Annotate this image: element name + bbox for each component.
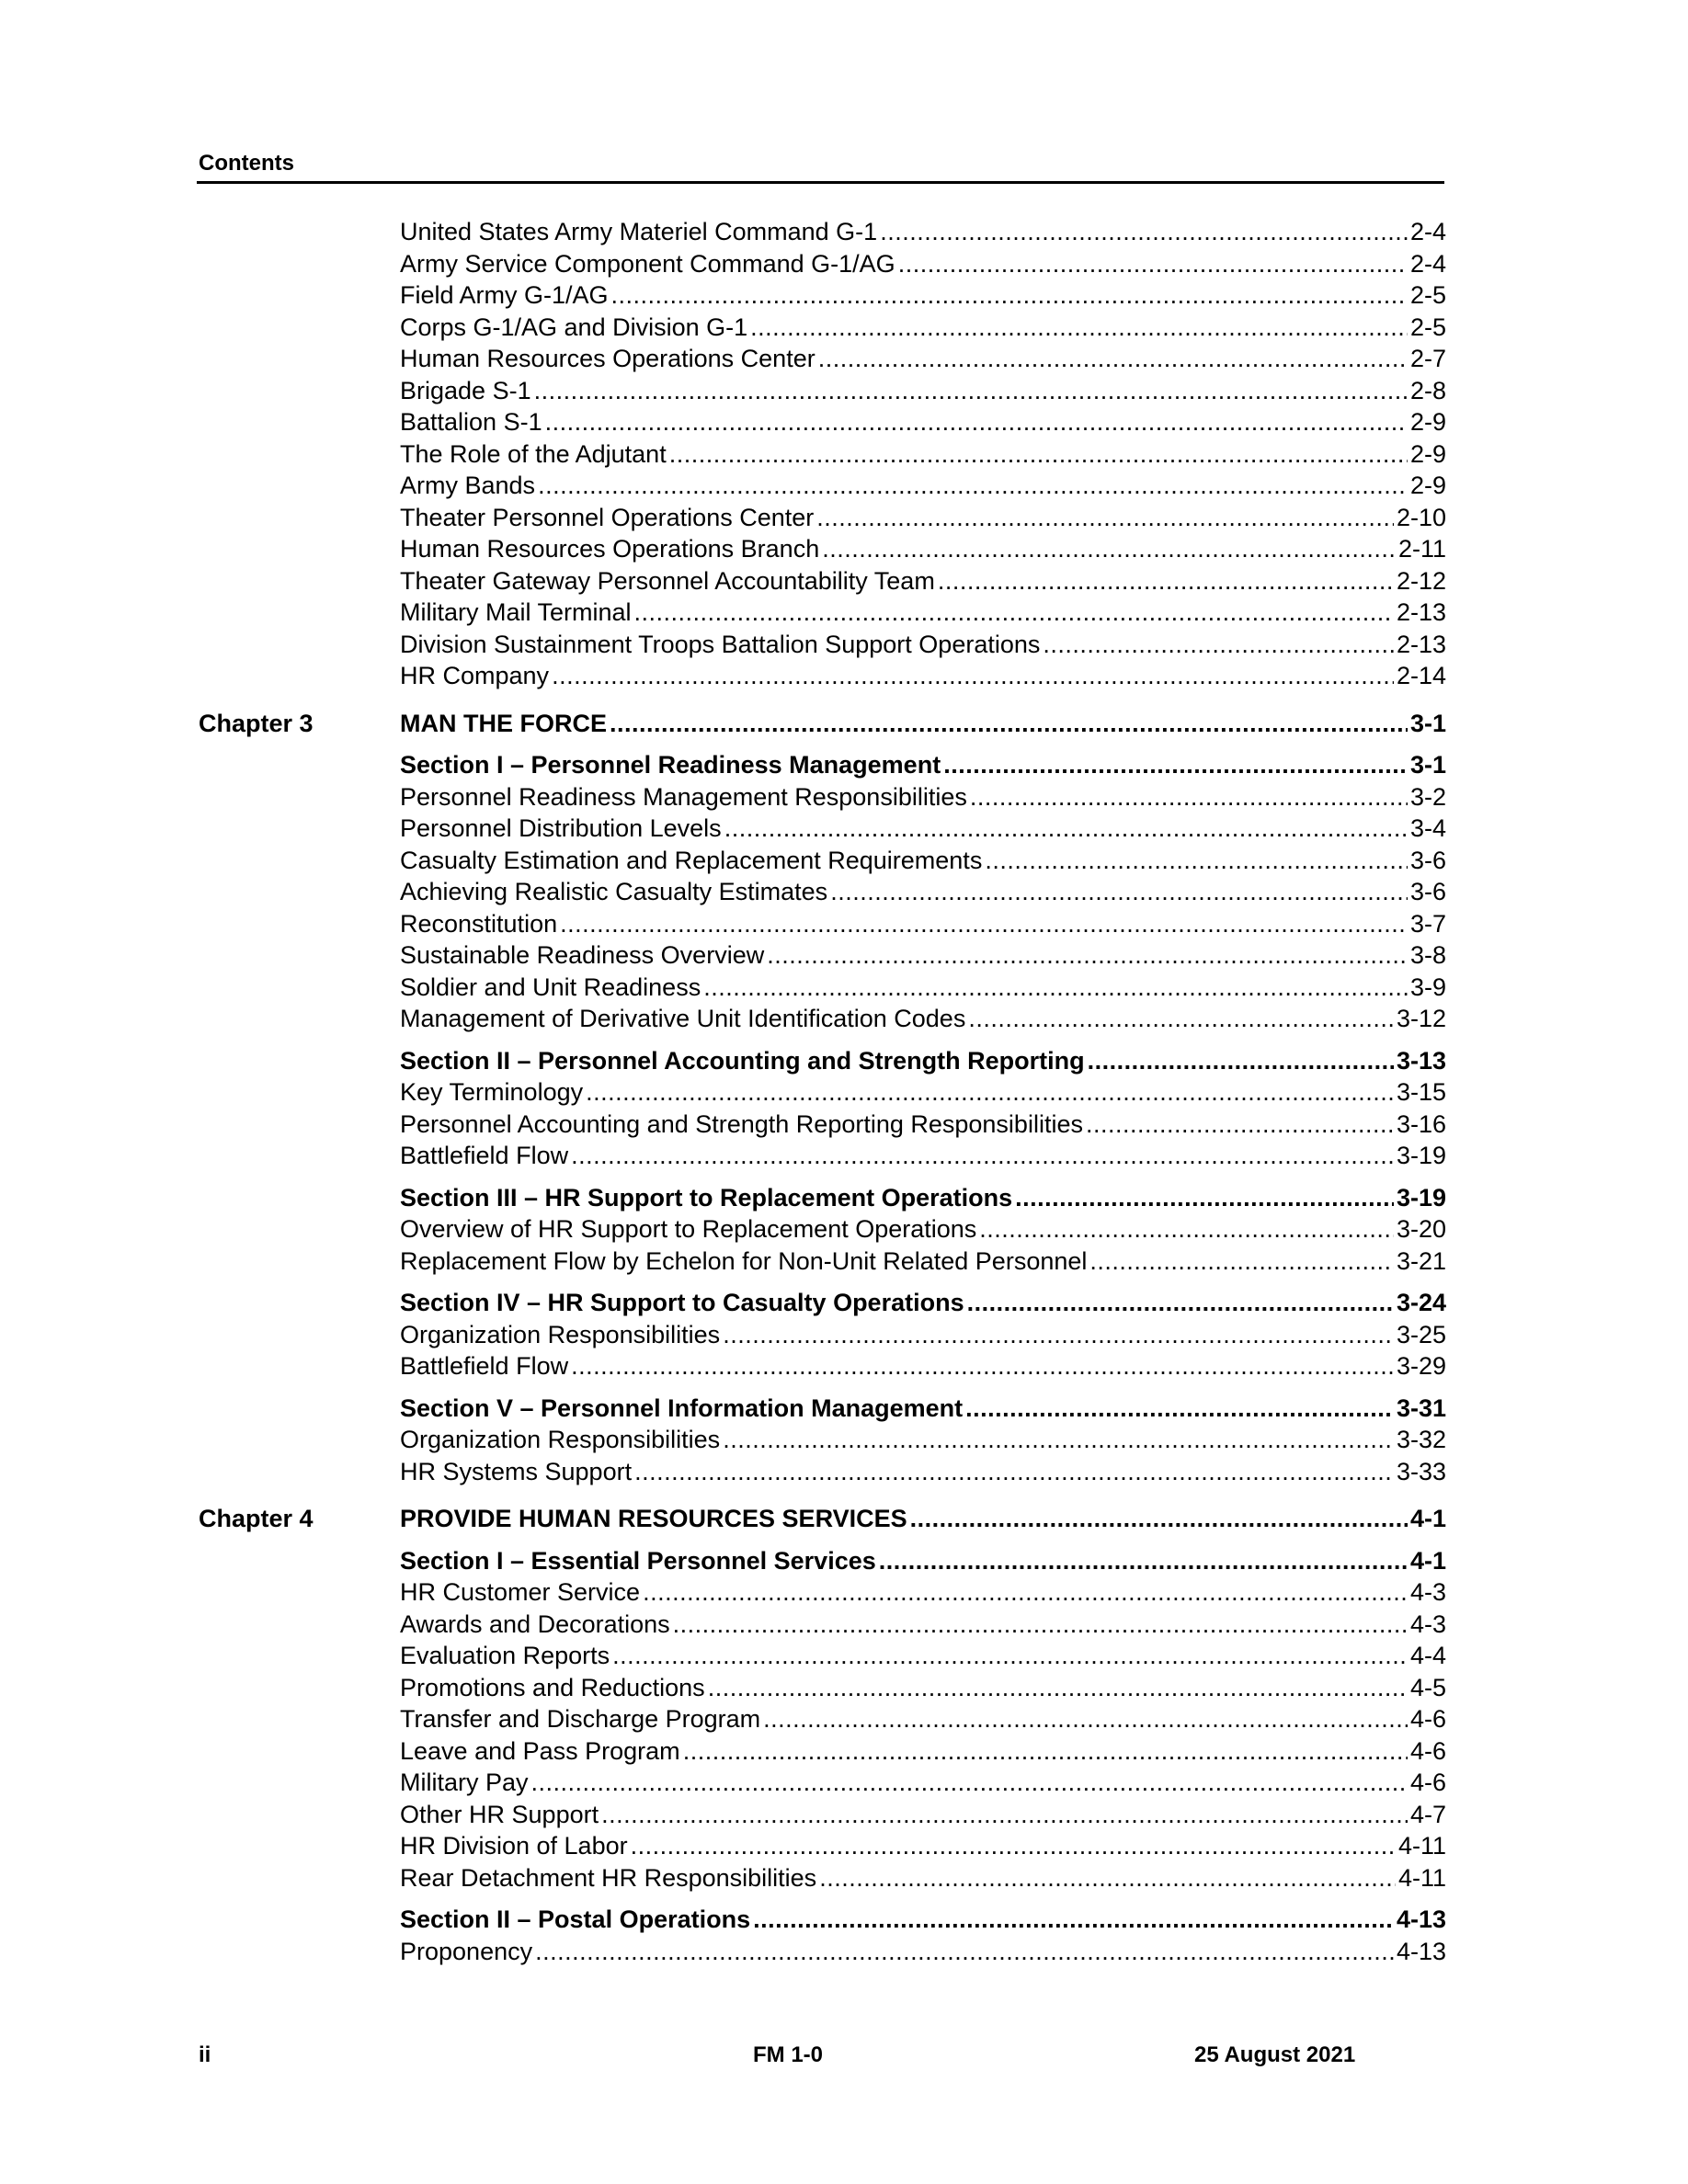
toc-entry-title: Section IV – HR Support to Casualty Operations (400, 1289, 964, 1316)
toc-section-entry[interactable] (400, 1287, 1446, 1319)
toc-entry-page: 3-9 (1409, 973, 1446, 1001)
toc-entry-title: Theater Personnel Operations Center (400, 503, 815, 531)
toc-entry-title: Evaluation Reports (400, 1642, 610, 1669)
toc-entry-page: 4-13 (1396, 1905, 1446, 1933)
toc-entry[interactable] (400, 216, 1446, 248)
toc-entry-title: Section V – Personnel Information Management (400, 1393, 964, 1422)
toc-entry-title: Section II – Postal Operations (400, 1905, 751, 1933)
dot-leader (1088, 1045, 1394, 1077)
toc-entry[interactable] (400, 1703, 1446, 1735)
toc-entry[interactable] (400, 1424, 1446, 1456)
toc-entry[interactable] (400, 629, 1446, 661)
dot-leader (601, 1799, 1408, 1831)
toc-entry-page: 3-33 (1396, 1457, 1446, 1485)
toc-entry-page: 4-11 (1397, 1832, 1446, 1860)
dot-leader (612, 1640, 1408, 1672)
dot-leader (535, 1936, 1394, 1968)
toc-entry[interactable] (400, 1576, 1446, 1609)
toc-entry[interactable] (400, 248, 1446, 280)
toc-entry[interactable] (400, 1350, 1446, 1382)
toc-entry-title: Section III – HR Support to Replacement Operations (400, 1183, 1013, 1211)
toc-entry-title: Promotions and Reductions (400, 1673, 705, 1701)
toc-entry[interactable] (400, 1213, 1446, 1246)
toc-entry[interactable] (400, 1936, 1446, 1968)
page-footer (197, 2042, 1447, 2071)
toc-entry-title: Key Terminology (400, 1078, 584, 1106)
toc-entry-page: 3-13 (1396, 1046, 1446, 1075)
toc-entry-title: Overview of HR Support to Replacement Operations (400, 1215, 977, 1243)
toc-entry-title: Replacement Flow by Echelon for Non-Unit Related Personnel (400, 1246, 1088, 1275)
running-head: Contents (199, 151, 294, 176)
toc-entry-page: 2-13 (1396, 598, 1446, 626)
toc-entry-page: 2-8 (1409, 376, 1446, 404)
toc-entry-title: Corps G-1/AG and Division G-1 (400, 313, 748, 341)
dot-leader (818, 343, 1408, 375)
toc-entry-title: Rear Detachment HR Responsibilities (400, 1863, 817, 1892)
dot-leader (643, 1576, 1408, 1609)
toc-entry-title: HR Customer Service (400, 1578, 641, 1606)
toc-entry-title: Army Bands (400, 472, 536, 499)
toc-entry-page: 2-9 (1409, 472, 1446, 499)
toc-entry-page: 3-8 (1409, 941, 1446, 969)
dot-leader (724, 813, 1408, 845)
toc-entry-page: 4-7 (1409, 1800, 1446, 1828)
toc-entry-page: 3-12 (1396, 1005, 1446, 1032)
toc-entry-title: Organization Responsibilities (400, 1320, 721, 1348)
toc-entry[interactable] (400, 972, 1446, 1004)
toc-entry-title: Personnel Readiness Management Responsibilities (400, 782, 967, 811)
toc-section-entry[interactable] (400, 749, 1446, 781)
dot-leader (816, 502, 1394, 534)
toc-entry[interactable] (400, 1862, 1446, 1894)
dot-leader (1086, 1109, 1394, 1141)
toc-entry[interactable] (400, 1830, 1446, 1862)
toc-entry-title: Human Resources Operations Branch (400, 535, 820, 563)
toc-entry-page: 4-3 (1409, 1610, 1446, 1638)
dot-leader (571, 1140, 1394, 1172)
toc-entry-page: 4-3 (1409, 1578, 1446, 1606)
dot-leader (910, 1503, 1408, 1535)
toc-entry-title: Proponency (400, 1937, 533, 1965)
toc-entry-page: 4-6 (1409, 1705, 1446, 1733)
toc-chapter-group (197, 708, 1447, 1488)
toc-entry[interactable] (400, 470, 1446, 502)
dot-leader (531, 1767, 1408, 1799)
dot-leader (571, 1350, 1394, 1382)
toc-entry-title: Military Pay (400, 1769, 529, 1796)
toc-entry-title: Personnel Distribution Levels (400, 814, 722, 842)
toc-entry-title: Casualty Estimation and Replacement Requirements (400, 846, 983, 874)
toc-entry-page: 3-29 (1396, 1352, 1446, 1380)
toc-entry-title: Battalion S-1 (400, 408, 542, 436)
dot-leader (968, 1003, 1394, 1035)
dot-leader (938, 565, 1394, 597)
toc-entry[interactable] (400, 845, 1446, 877)
toc-entry-page: 2-11 (1397, 535, 1446, 563)
toc-entry-title: Reconstitution (400, 909, 558, 938)
toc-entry[interactable] (400, 1735, 1446, 1768)
dot-leader (560, 908, 1408, 940)
toc-entry-title: Battlefield Flow (400, 1142, 569, 1169)
dot-leader (965, 1393, 1394, 1425)
toc-entry-title: Battlefield Flow (400, 1352, 569, 1380)
dot-leader (723, 1424, 1394, 1456)
toc-chapter-entry[interactable] (400, 1503, 1446, 1535)
toc-entry[interactable] (400, 1319, 1446, 1351)
toc-entry-page: 4-5 (1409, 1673, 1446, 1701)
dot-leader (545, 406, 1408, 438)
dot-leader (880, 216, 1408, 248)
toc-continuation-group (197, 216, 1447, 692)
dot-leader (822, 533, 1396, 565)
dot-leader (753, 1904, 1394, 1936)
toc-entry-title: Section II – Personnel Accounting and Strength Reporting (400, 1046, 1085, 1075)
toc-entry-title: Leave and Pass Program (400, 1736, 680, 1765)
toc-entry[interactable] (400, 597, 1446, 629)
toc-entry-page: 3-19 (1396, 1183, 1446, 1211)
toc-entry[interactable] (400, 781, 1446, 813)
toc-entry[interactable] (400, 908, 1446, 940)
toc-entry-title: Division Sustainment Troops Battalion Support Operations (400, 630, 1041, 658)
toc-entry[interactable] (400, 939, 1446, 972)
toc-section-entry[interactable] (400, 1393, 1446, 1425)
dot-leader (985, 845, 1408, 877)
publication-number: FM 1-0 (753, 2042, 824, 2067)
publication-date: 25 August 2021 (1194, 2042, 1356, 2067)
toc-entry[interactable] (400, 312, 1446, 344)
toc-entry-page: 2-14 (1396, 662, 1446, 689)
toc-entry-title: Section I – Personnel Readiness Management (400, 751, 941, 779)
dot-leader (830, 876, 1408, 908)
toc-entry-page: 3-15 (1396, 1078, 1446, 1106)
dot-leader (534, 375, 1408, 407)
dot-leader (611, 279, 1408, 312)
toc-entry[interactable] (400, 660, 1446, 692)
toc-entry[interactable] (400, 1767, 1446, 1799)
toc-section-entry[interactable] (400, 1182, 1446, 1214)
toc-entry-title: United States Army Materiel Command G-1 (400, 218, 878, 245)
toc-entry[interactable] (400, 1140, 1446, 1172)
toc-entry-title: Personnel Accounting and Strength Reporting Responsibilities (400, 1109, 1083, 1138)
toc-entry[interactable] (400, 375, 1446, 407)
dot-leader (970, 781, 1408, 813)
toc-entry-page: 4-6 (1409, 1736, 1446, 1765)
toc-entry-page: 3-25 (1396, 1320, 1446, 1348)
toc-entries (400, 1503, 1446, 1967)
toc-entry[interactable] (400, 279, 1446, 312)
chapter-label: Chapter 4 (199, 1505, 314, 1532)
toc-entry-title: HR Company (400, 662, 550, 689)
toc-entry-title: Army Service Component Command G-1/AG (400, 249, 895, 278)
toc-entry-page: 3-2 (1409, 782, 1446, 811)
dot-leader (538, 470, 1408, 502)
dot-leader (819, 1862, 1396, 1894)
toc-entry-title: Section I – Essential Personnel Services (400, 1546, 876, 1575)
toc-entry[interactable] (400, 1456, 1446, 1488)
toc-entry-title: Organization Responsibilities (400, 1426, 721, 1453)
toc-entry[interactable] (400, 1672, 1446, 1704)
toc-entry-page: 4-13 (1396, 1937, 1446, 1965)
dot-leader (979, 1213, 1394, 1246)
toc-entry-page: 3-19 (1396, 1142, 1446, 1169)
toc-entry-page: 2-10 (1396, 503, 1446, 531)
toc-entry-page: 4-1 (1409, 1546, 1446, 1575)
toc-entry[interactable] (400, 1076, 1446, 1109)
toc-entry-page: 3-20 (1396, 1215, 1446, 1243)
page-header (197, 150, 1444, 184)
toc-entry[interactable] (400, 533, 1446, 565)
toc-entry[interactable] (400, 1799, 1446, 1831)
toc-entries (400, 708, 1446, 1488)
dot-leader (634, 597, 1394, 629)
table-of-contents (197, 216, 1447, 1967)
page-number: ii (199, 2042, 211, 2067)
toc-entry-page: 3-31 (1396, 1393, 1446, 1422)
toc-section-entry[interactable] (400, 1045, 1446, 1077)
dot-leader (879, 1545, 1408, 1577)
dot-leader (683, 1735, 1408, 1768)
toc-entry-page: 4-4 (1409, 1642, 1446, 1669)
dot-leader (943, 749, 1408, 781)
toc-entry-title: Soldier and Unit Readiness (400, 973, 701, 1001)
toc-entry-title: Military Mail Terminal (400, 598, 632, 626)
dot-leader (898, 248, 1408, 280)
toc-entry-title: PROVIDE HUMAN RESOURCES SERVICES (400, 1505, 907, 1532)
dot-leader (552, 660, 1394, 692)
toc-entry-page: 3-21 (1396, 1246, 1446, 1275)
toc-entry[interactable] (400, 876, 1446, 908)
toc-entry[interactable] (400, 1109, 1446, 1141)
chapter-label: Chapter 3 (199, 709, 314, 737)
dot-leader (673, 1609, 1408, 1641)
toc-entry-page: 3-24 (1396, 1289, 1446, 1316)
toc-entry-page: 2-7 (1409, 345, 1446, 372)
toc-entries (400, 216, 1446, 692)
toc-entry-title: HR Division of Labor (400, 1832, 628, 1860)
toc-section-entry[interactable] (400, 1545, 1446, 1577)
dot-leader (703, 972, 1408, 1004)
dot-leader (634, 1456, 1394, 1488)
toc-entry-page: 3-4 (1409, 814, 1446, 842)
toc-entry-title: Brigade S-1 (400, 376, 531, 404)
toc-entry-page: 2-13 (1396, 630, 1446, 658)
dot-leader (750, 312, 1408, 344)
toc-entry-page: 2-5 (1409, 313, 1446, 341)
dot-leader (586, 1076, 1394, 1109)
dot-leader (631, 1830, 1396, 1862)
toc-entry[interactable] (400, 565, 1446, 597)
toc-entry[interactable] (400, 502, 1446, 534)
dot-leader (767, 939, 1408, 972)
dot-leader (1043, 629, 1394, 661)
toc-entry-page: 4-11 (1397, 1863, 1446, 1892)
dot-leader (967, 1287, 1394, 1319)
toc-entry-page: 3-32 (1396, 1426, 1446, 1453)
toc-entry-page: 2-4 (1409, 249, 1446, 278)
toc-chapter-group (197, 1503, 1447, 1967)
toc-entry-page: 2-9 (1409, 439, 1446, 468)
toc-entry-title: Awards and Decorations (400, 1610, 670, 1638)
toc-entry-page: 3-1 (1409, 709, 1446, 737)
toc-section-entry[interactable] (400, 1904, 1446, 1936)
toc-entry[interactable] (400, 1609, 1446, 1641)
dot-leader (708, 1672, 1408, 1704)
toc-entry[interactable] (400, 1246, 1446, 1278)
toc-entry-page: 3-16 (1396, 1109, 1446, 1138)
toc-entry-title: Human Resources Operations Center (400, 345, 815, 372)
toc-entry-title: Management of Derivative Unit Identification Codes (400, 1005, 966, 1032)
toc-entry[interactable] (400, 343, 1446, 375)
toc-chapter-entry[interactable] (400, 708, 1446, 740)
dot-leader (723, 1319, 1394, 1351)
toc-entry-title: Theater Gateway Personnel Accountability Team (400, 566, 935, 595)
toc-entry-page: 4-1 (1409, 1505, 1446, 1532)
toc-entry-page: 4-6 (1409, 1769, 1446, 1796)
dot-leader (669, 438, 1408, 471)
toc-entry-title: Other HR Support (400, 1800, 599, 1828)
toc-entry-title: Achieving Realistic Casualty Estimates (400, 878, 828, 905)
toc-entry-page: 2-9 (1409, 408, 1446, 436)
toc-entry-title: Transfer and Discharge Program (400, 1705, 761, 1733)
toc-entry-title: MAN THE FORCE (400, 709, 607, 737)
toc-entry[interactable] (400, 813, 1446, 845)
dot-leader (763, 1703, 1408, 1735)
dot-leader (1089, 1246, 1394, 1278)
toc-entry[interactable] (400, 1003, 1446, 1035)
toc-entry-title: HR Systems Support (400, 1457, 633, 1485)
toc-entry-title: Field Army G-1/AG (400, 281, 609, 309)
dot-leader (610, 708, 1408, 740)
dot-leader (1015, 1182, 1394, 1214)
toc-entry-page: 2-4 (1409, 218, 1446, 245)
toc-entry-page: 2-5 (1409, 281, 1446, 309)
toc-entry-page: 3-6 (1409, 878, 1446, 905)
toc-entry[interactable] (400, 406, 1446, 438)
toc-entry-title: The Role of the Adjutant (400, 439, 667, 468)
toc-entry-page: 2-12 (1396, 566, 1446, 595)
toc-entry[interactable] (400, 438, 1446, 471)
toc-entry-page: 3-6 (1409, 846, 1446, 874)
toc-entry-page: 3-1 (1409, 751, 1446, 779)
toc-entry-title: Sustainable Readiness Overview (400, 941, 765, 969)
toc-entry[interactable] (400, 1640, 1446, 1672)
toc-entry-page: 3-7 (1409, 909, 1446, 938)
